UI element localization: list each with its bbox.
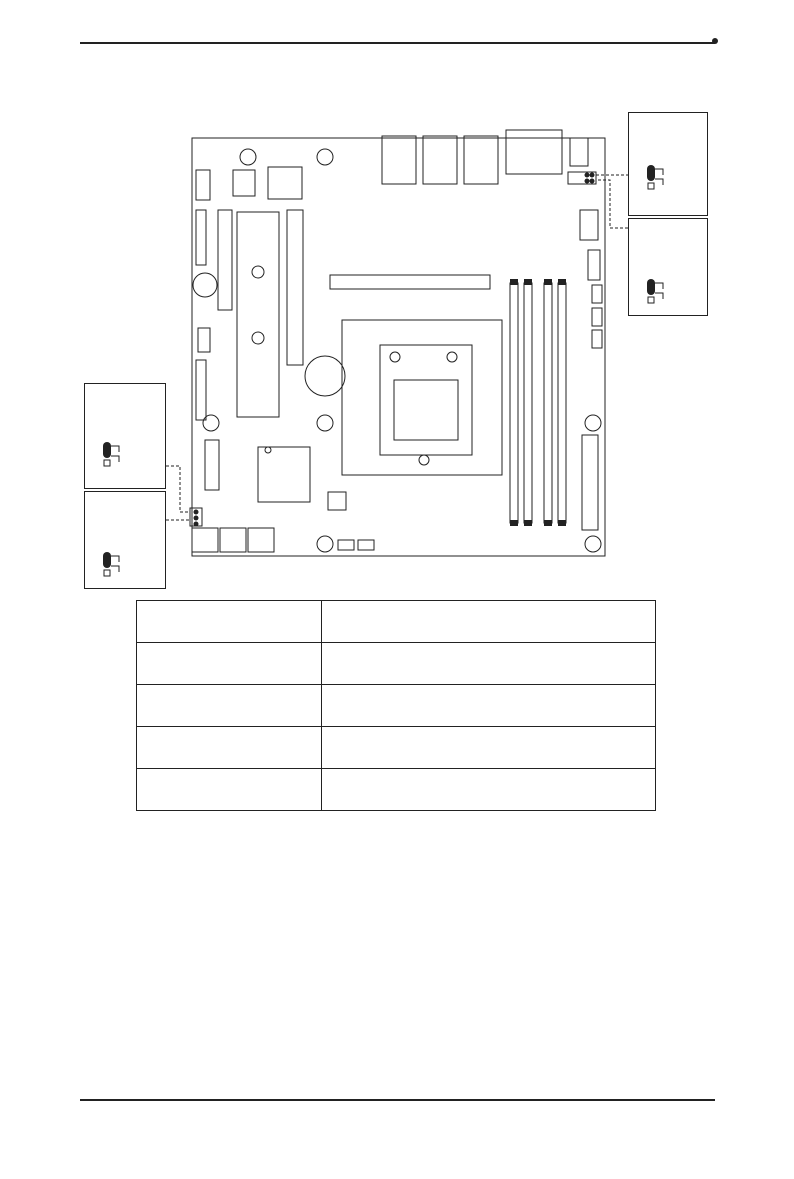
table-cell-value	[322, 769, 656, 811]
atx-connector-horizontal	[330, 275, 490, 289]
header-small	[328, 492, 346, 510]
header-mid-left	[198, 328, 210, 352]
jumper-icon	[629, 113, 709, 217]
io-port-vga	[506, 130, 562, 174]
dimm-slot-1	[510, 283, 518, 523]
dimm-slot-4	[558, 283, 566, 523]
table-row	[137, 727, 656, 769]
mount-hole	[240, 149, 256, 165]
jumper-pin	[194, 522, 199, 527]
jumper-settings-table	[136, 600, 656, 811]
table-row	[137, 601, 656, 643]
table-cell-value	[322, 727, 656, 769]
chip-small	[233, 170, 255, 196]
header-right	[592, 330, 602, 348]
jumper-icon	[85, 492, 167, 590]
header-right	[592, 285, 602, 303]
dimm-latch	[558, 279, 566, 285]
cpu-screw	[390, 352, 400, 362]
io-port-small	[570, 138, 588, 166]
jumper-icon	[85, 384, 167, 490]
leader-line	[166, 466, 190, 512]
dimm-slot-3	[544, 283, 552, 523]
callout-top-right-2	[628, 218, 708, 316]
io-port-lan-3	[464, 136, 498, 184]
table-cell-value	[322, 601, 656, 643]
header-right	[592, 308, 602, 326]
chipset-pin	[265, 447, 271, 453]
table-cell-value	[322, 685, 656, 727]
fan-header-round	[193, 273, 217, 297]
table-cell-label	[137, 769, 322, 811]
power-connector-24pin	[582, 435, 598, 530]
jumper-icon	[629, 219, 709, 317]
header-lower-left	[205, 440, 219, 490]
table-row	[137, 769, 656, 811]
jumper-pin	[590, 173, 595, 178]
jumper-pin	[194, 510, 199, 515]
mount-hole	[317, 536, 333, 552]
sata-right	[580, 210, 598, 240]
io-port-lan-2	[423, 136, 457, 184]
jumper-pin	[585, 179, 590, 184]
chip-small	[268, 167, 302, 199]
dimm-latch	[524, 279, 532, 285]
footer-rule	[80, 1099, 715, 1101]
jumper-pin	[585, 173, 590, 178]
m2-screw	[252, 266, 264, 278]
mount-hole	[317, 149, 333, 165]
dimm-latch	[510, 279, 518, 285]
table-row	[137, 685, 656, 727]
header-mid-left-2	[196, 360, 206, 420]
bottom-connector	[220, 528, 246, 552]
pcie-slot-1	[218, 210, 232, 310]
cpu-socket-core	[394, 380, 458, 440]
board-outline	[192, 138, 605, 556]
dimm-latch	[544, 279, 552, 285]
battery	[305, 356, 345, 396]
mount-hole	[203, 415, 219, 431]
callout-top-right-1	[628, 112, 708, 216]
dimm-latch	[510, 520, 518, 526]
cpu-screw	[419, 455, 429, 465]
m2-slot	[237, 212, 279, 417]
table-cell-label	[137, 601, 322, 643]
jumper-pin	[590, 179, 595, 184]
dimm-latch	[558, 520, 566, 526]
header-top-left-2	[196, 210, 206, 265]
leader-line	[598, 180, 628, 228]
callout-left-2	[84, 491, 166, 589]
mount-hole	[585, 415, 601, 431]
callout-left-1	[84, 383, 166, 489]
cpu-socket-retention	[342, 320, 502, 475]
table-row	[137, 643, 656, 685]
m2-screw	[252, 332, 264, 344]
pcie-slot-2	[287, 210, 303, 365]
cpu-screw	[447, 352, 457, 362]
dimm-latch	[524, 520, 532, 526]
dimm-slot-2	[524, 283, 532, 523]
fan-header-bottom	[358, 540, 374, 550]
jumper-pin	[194, 516, 199, 521]
table-cell-label	[137, 643, 322, 685]
fan-header-bottom	[338, 540, 354, 550]
table-cell-value	[322, 643, 656, 685]
sata-right-2	[588, 250, 600, 280]
table-cell-label	[137, 685, 322, 727]
io-port-lan-1	[382, 136, 416, 184]
mount-hole	[317, 415, 333, 431]
header-top-left	[196, 170, 210, 200]
bottom-connector	[248, 528, 274, 552]
table-cell-label	[137, 727, 322, 769]
mount-hole	[585, 536, 601, 552]
bottom-connector	[192, 528, 218, 552]
dimm-latch	[544, 520, 552, 526]
chipset-heatsink	[258, 447, 310, 502]
